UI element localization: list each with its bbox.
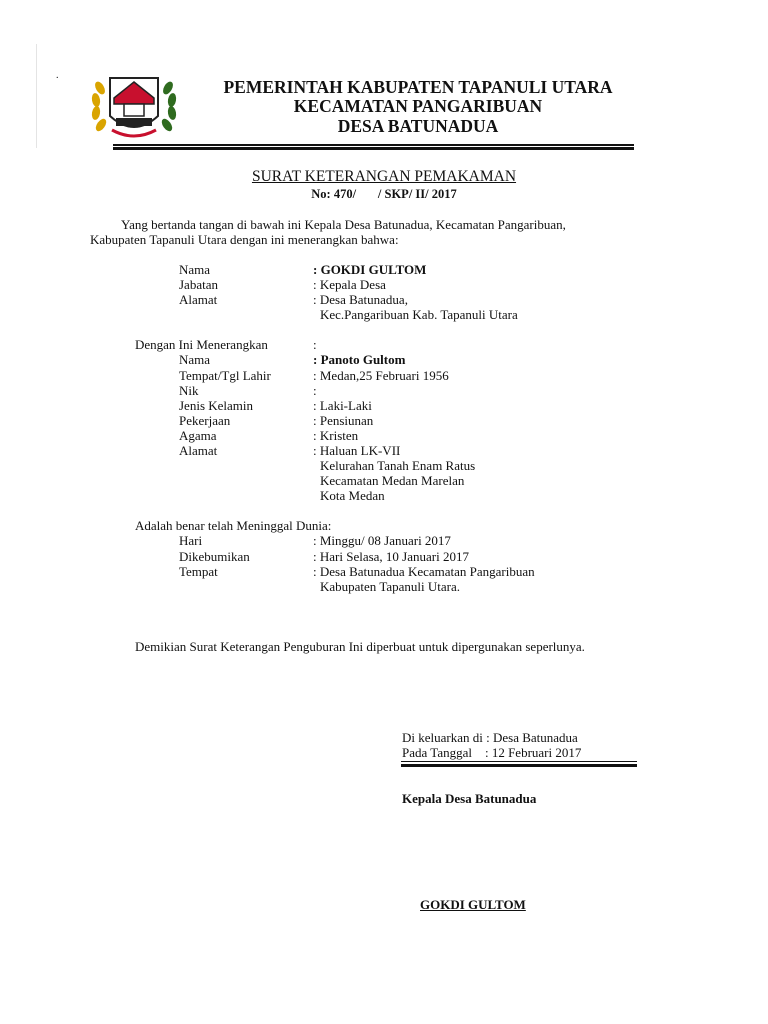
issued-at: Di keluarkan di : Desa Batunadua <box>402 730 578 745</box>
subject-nik-value: : <box>313 383 317 398</box>
death-hari-value: : Minggu/ 08 Januari 2017 <box>313 533 451 548</box>
subject-ttl-label: Tempat/Tgl Lahir <box>179 368 271 383</box>
header-rule-thin <box>113 144 634 146</box>
subject-alamat-line-2: Kelurahan Tanah Enam Ratus <box>320 458 476 473</box>
subject-heading-colon: : <box>313 337 317 352</box>
death-dikebumikan-label: Dikebumikan <box>179 549 250 564</box>
letter-title: SURAT KETERANGAN PEMAKAMAN <box>251 168 517 185</box>
intro-line-1: Yang bertanda tangan di bawah ini Kepala Desa Batunadua, Kecamatan Pangaribuan, <box>121 217 566 232</box>
subject-nama-value: : Panoto Gultom <box>313 352 406 367</box>
death-tempat-value: : Desa Batunadua Kecamatan Pangaribuan <box>313 564 535 579</box>
death-hari-label: Hari <box>179 533 203 548</box>
header-government: PEMERINTAH KABUPATEN TAPANULI UTARA <box>223 77 613 97</box>
death-tempat-label: Tempat <box>179 564 218 579</box>
death-tempat-line-2: Kabupaten Tapanuli Utara. <box>320 579 460 594</box>
death-heading: Adalah benar telah Meninggal Dunia: <box>135 518 332 533</box>
scan-edge-line <box>36 44 37 148</box>
subject-alamat-value: : Haluan LK-VII <box>313 443 401 458</box>
subject-jk-label: Jenis Kelamin <box>179 398 254 413</box>
official-nama-value: : GOKDI GULTOM <box>313 262 427 277</box>
subject-pekerjaan-label: Pekerjaan <box>179 413 231 428</box>
signatory-name: GOKDI GULTOM <box>420 897 526 912</box>
letter-number: No: 470/ / SKP/ II/ 2017 <box>311 187 457 201</box>
subject-alamat-line-4: Kota Medan <box>320 488 385 503</box>
subject-ttl-value: : Medan,25 Februari 1956 <box>313 368 449 383</box>
subject-jk-value: : Laki-Laki <box>313 398 372 413</box>
subject-alamat-line-3: Kecamatan Medan Marelan <box>320 473 465 488</box>
stray-dot: . <box>56 70 59 81</box>
death-dikebumikan-value: : Hari Selasa, 10 Januari 2017 <box>313 549 469 564</box>
header-district: KECAMATAN PANGARIBUAN <box>293 96 543 116</box>
signature-rule-thick <box>401 764 637 767</box>
issued-date: Pada Tanggal : 12 Februari 2017 <box>402 745 582 760</box>
header-rule-thick <box>113 147 634 150</box>
official-nama-label: Nama <box>179 262 211 277</box>
header-village: DESA BATUNADUA <box>337 116 499 136</box>
official-jabatan-label: Jabatan <box>179 277 218 292</box>
subject-agama-label: Agama <box>179 428 217 443</box>
subject-agama-value: : Kristen <box>313 428 359 443</box>
official-alamat-value: : Desa Batunadua, <box>313 292 408 307</box>
official-alamat-label: Alamat <box>179 292 218 307</box>
official-alamat-line-2: Kec.Pangaribuan Kab. Tapanuli Utara <box>320 307 518 322</box>
closing-statement: Demikian Surat Keterangan Penguburan Ini diperbuat untuk dipergunakan seperlunya. <box>135 639 585 654</box>
regency-emblem-icon <box>88 68 180 144</box>
subject-nama-label: Nama <box>179 352 211 367</box>
subject-alamat-label: Alamat <box>179 443 218 458</box>
intro-line-2: Kabupaten Tapanuli Utara dengan ini menerangkan bahwa: <box>90 232 399 247</box>
official-jabatan-value: : Kepala Desa <box>313 277 386 292</box>
subject-nik-label: Nik <box>179 383 199 398</box>
signature-rule-thin <box>401 761 637 762</box>
subject-heading: Dengan Ini Menerangkan <box>135 337 268 352</box>
signatory-position: Kepala Desa Batunadua <box>402 791 537 806</box>
subject-pekerjaan-value: : Pensiunan <box>313 413 374 428</box>
